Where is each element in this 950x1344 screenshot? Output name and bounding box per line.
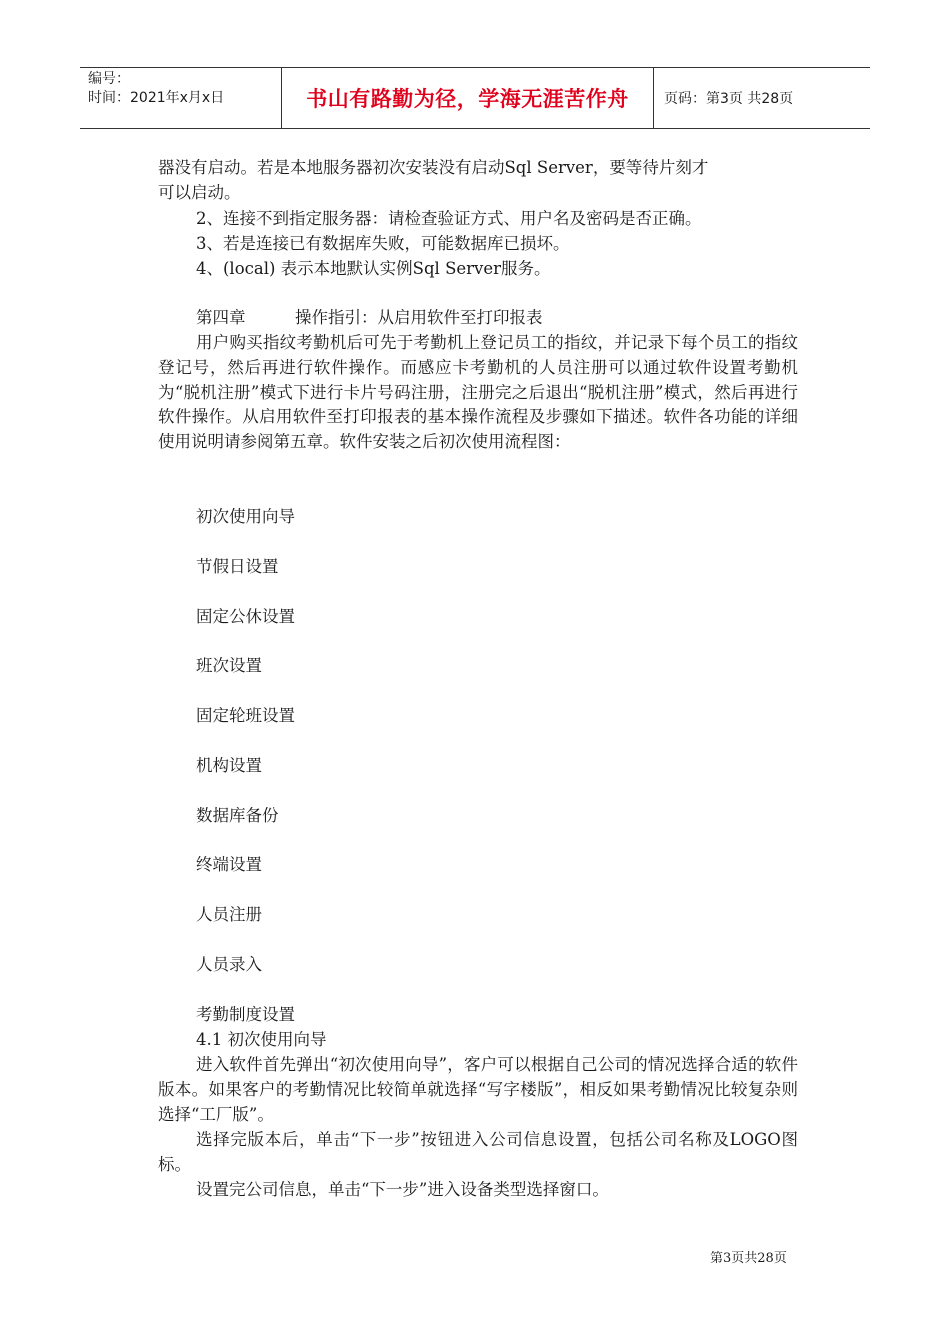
paragraph-1: 进入软件首先弹出“初次使用向导”，客户可以根据自己公司的情况选择合适的软件版本。如果客户的考勤情况比较简单就选择“写字楼版”，相反如果考勤情况比较复杂则选择“工厂版”。 [158, 1055, 798, 1124]
header-motto: 书山有路勤为径，学海无涯苦作舟 [282, 68, 654, 128]
flow-step: 班次设置 [196, 656, 262, 675]
chapter-intro: 用户购买指纹考勤机后可先于考勤机上登记员工的指纹，并记录下每个员工的指纹登记号，然后再进行软件操作。而感应卡考勤机的人员注册可以通过软件设置考勤机为“脱机注册”模式下进行卡片号码注册，注册完之后退出“脱机注册”模式，然后再进行软件操作。从启用软件至打印报表的基本操作流程及步骤如下描述。软件各功能的详细使用说明请参阅第五章。软件安装之后初次使用流程图： [158, 333, 798, 452]
list-item-3: 3、若是连接已有数据库失败，可能数据库已损坏。 [196, 234, 570, 253]
section-title: 4.1 初次使用向导 [196, 1030, 327, 1049]
continued-line-1: 器没有启动。若是本地服务器初次安装没有启动Sql Server，要等待片刻才 [158, 158, 709, 177]
chapter-title: 第四章 操作指引：从启用软件至打印报表 [196, 308, 543, 327]
flow-step: 人员注册 [196, 905, 262, 924]
list-item-2: 2、连接不到指定服务器：请检查验证方式、用户名及密码是否正确。 [196, 209, 702, 228]
flow-step: 初次使用向导 [196, 507, 295, 526]
flow-step: 节假日设置 [196, 557, 279, 576]
number-label: 编号： [88, 71, 130, 87]
list-item-4: 4、(local) 表示本地默认实例Sql Server服务。 [196, 259, 551, 278]
paragraph-2: 选择完版本后，单击“下一步”按钮进入公司信息设置，包括公司名称及LOGO图标。 [158, 1130, 798, 1174]
paragraph-3: 设置完公司信息，单击“下一步”进入设备类型选择窗口。 [196, 1180, 609, 1199]
header-meta [80, 68, 282, 128]
page-footer: 第3页共28页 [710, 1251, 787, 1266]
header-page-info: 页码：第3页 共28页 [664, 91, 794, 107]
flow-step: 固定公休设置 [196, 607, 295, 626]
flow-step: 机构设置 [196, 756, 262, 775]
flow-step: 数据库备份 [196, 806, 279, 825]
flow-step: 固定轮班设置 [196, 706, 295, 725]
flow-step: 考勤制度设置 [196, 1005, 295, 1024]
continued-line-2: 可以启动。 [158, 183, 241, 202]
flow-step: 人员录入 [196, 955, 262, 974]
page-header [80, 67, 870, 129]
time-label: 时间：2021年x月x日 [88, 90, 225, 106]
flow-step: 终端设置 [196, 855, 262, 874]
